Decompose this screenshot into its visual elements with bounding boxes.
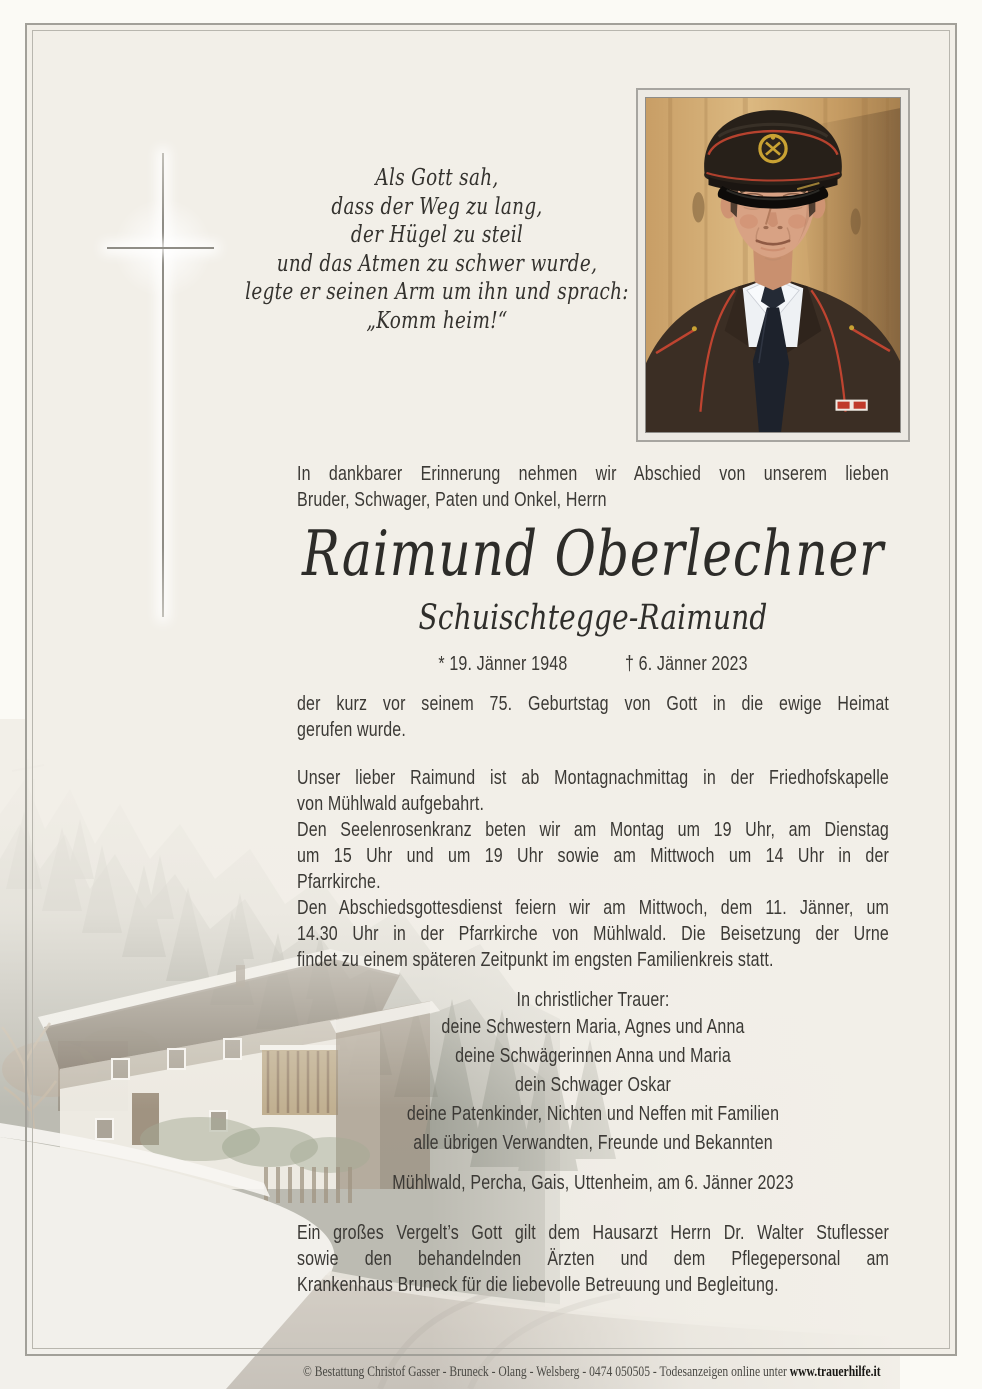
poem-line: dass der Weg zu lang, — [331, 193, 543, 220]
funeral-information: Unser lieber Raimund ist ab Montagnachmittag in der Friedhofskapelle von Mühlwald aufgebahrt. Den Seelenrosenkranz beten wir am Montag um 19 Uhr, am Dienstag um 15 Uhr und um 19 Uhr sowie am Mittwoch um 14 Uhr in der Pfarrkirche. Den Abschiedsgottesdienst feiern wir am Mittwoch, dem 11. Jänner, um 14.30 Uhr in der Pfarrkirche von Mühlwald. Die Beisetzung der Urne findet zu einem späteren Zeitpunkt im engsten Familienkreis statt. — [297, 767, 889, 971]
poem-line: Als Gott sah, — [375, 165, 499, 191]
announcement-text — [297, 461, 889, 1298]
mourner-line: deine Schwägerinnen Anna und Maria — [455, 1045, 731, 1067]
death-date: † 6. Jänner 2023 — [624, 653, 748, 675]
mourner-line: deine Patenkinder, Nichten und Neffen mit Familien — [406, 1103, 780, 1125]
thanks-paragraph: Ein großes Vergelt’s Gott gilt dem Hausarzt Herrn Dr. Walter Stuflesser sowie den behandelnden Ärzten und dem Pflegepersonal am Krankenhaus Bruneck für die liebevolle Betreuung und Begleitung. — [297, 1222, 889, 1296]
deceased-name: Raimund Oberlechner — [302, 517, 884, 590]
mourning-family-list — [297, 1013, 889, 1158]
mourner-line: alle übrigen Verwandten, Freunde und Bekannten — [413, 1132, 773, 1154]
poem-line: der Hügel zu steil — [350, 222, 524, 248]
portrait-photo — [636, 88, 910, 442]
intro-paragraph — [297, 461, 889, 513]
places-and-date: Mühlwald, Percha, Gais, Uttenheim, am 6. Jänner 2023 — [392, 1172, 794, 1194]
mourner-line: deine Schwestern Maria, Agnes und Anna — [441, 1016, 745, 1038]
birth-date: * 19. Jänner 1948 — [438, 653, 568, 675]
poem-line: und das Atmen zu schwer wurde, — [276, 250, 598, 277]
intro-line: In dankbarer Erinnerung nehmen wir Abschied von unserem lieben — [297, 463, 889, 485]
poem-line: legte er seinen Arm um ihn und sprach: — [245, 279, 629, 305]
portrait-of-man-in-firefighter-uniform — [646, 98, 900, 432]
called-home-paragraph: der kurz vor seinem 75. Geburtstag von Gott in die ewige Heimat gerufen wurde. — [297, 693, 889, 741]
footer-website: www.trauerhilfe.it — [789, 1364, 881, 1380]
footer-text: © Bestattung Christof Gasser - Bruneck - Olang - Welsberg - 0474 050505 - Todesanzeigen online unter — [302, 1364, 790, 1380]
deceased-vulgo-name: Schuischtegge-Raimund — [418, 598, 768, 638]
memorial-poem — [177, 164, 697, 335]
poem-line: „Komm heim!“ — [366, 307, 508, 334]
life-dates — [297, 651, 889, 677]
intro-line: Bruder, Schwager, Paten und Onkel, Herrn — [297, 489, 607, 511]
publisher-footer — [219, 1363, 965, 1382]
mourning-heading: In christlicher Trauer: — [516, 989, 670, 1011]
mourner-line: dein Schwager Oskar — [514, 1074, 671, 1096]
